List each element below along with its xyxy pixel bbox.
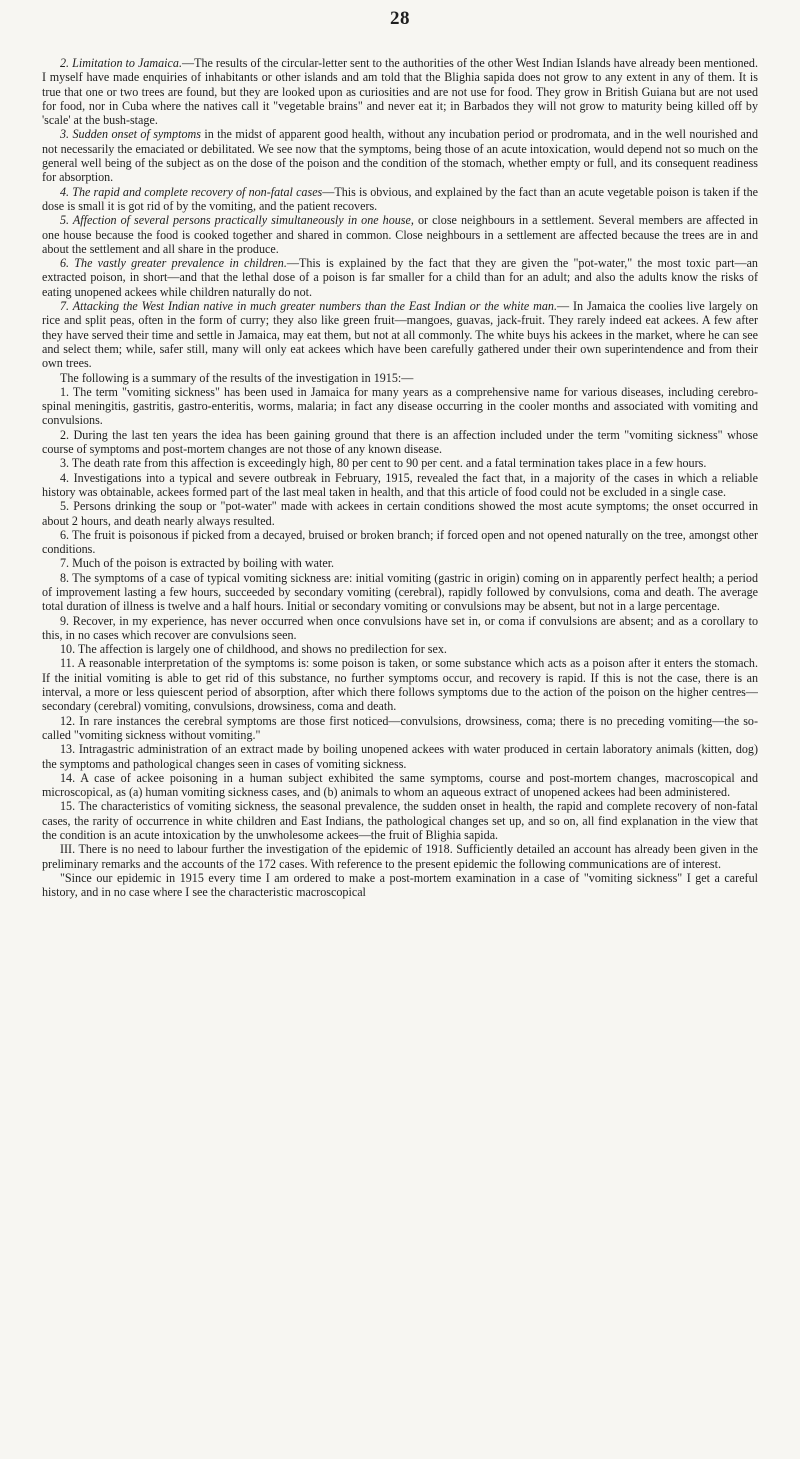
paragraph bbox=[42, 742, 758, 771]
paragraph bbox=[42, 299, 758, 370]
paragraph-text: "Since our epidemic in 1915 every time I am ordered to make a post-mortem examination in a case of "vomiting sickness" I get a careful history, and in no case where I see the characteristic macroscopical bbox=[42, 870, 758, 900]
paragraph-text: 9. Recover, in my experience, has never occurred when once convulsions have set in, or coma if convulsions are absent; and as a corollary to this, in no cases which recover are convulsions seen. bbox=[42, 613, 758, 642]
paragraph bbox=[42, 642, 758, 656]
paragraph-text: 12. In rare instances the cerebral symptoms are those first noticed—convulsions, drowsiness, coma; there is no preceding vomiting—the so-called "vomiting sickness without vomiting." bbox=[42, 713, 758, 742]
paragraph bbox=[42, 185, 758, 214]
paragraph bbox=[42, 371, 758, 385]
paragraph bbox=[42, 471, 758, 500]
paragraph-text: 14. A case of ackee poisoning in a human subject exhibited the same symptoms, course and post-mortem changes, macroscopical and microscopical, as (a) human vomiting sickness cases, and (b) animals to whom an aqueous extract of unopened ackees had been administered. bbox=[42, 770, 758, 800]
paragraph-text: 3. The death rate from this affection is exceedingly high, 80 per cent to 90 per cent. and a fatal termination takes place in a few hours. bbox=[60, 456, 707, 471]
paragraph-heading: 7. Attacking the West Indian native in much greater numbers than the East Indian or the white man. bbox=[60, 299, 558, 314]
paragraph bbox=[42, 871, 758, 900]
paragraph bbox=[42, 656, 758, 713]
paragraph-text: 15. The characteristics of vomiting sickness, the seasonal prevalence, the sudden onset in health, the rapid and complete recovery of non-fatal cases, the rarity of occurrence in white children and East Indians, the pathological changes set up, and so on, all find explanation in the view that the condition is an acute intoxication by the unwholesome ackees—the fruit of Blighia sapida. bbox=[42, 799, 758, 843]
paragraph-text: 11. A reasonable interpretation of the symptoms is: some poison is taken, or some substance which acts as a poison after it enters the stomach. If the initial vomiting is able to get rid of this substance, no further symptoms occur, and recovery is rapid. If this is not the case, there is an interval, a more or less quiescent period of absorption, after which there follows symptoms due to the action of the poison on the higher centres— secondary (cerebral) vomiting, convulsions, drowsiness, coma and death. bbox=[42, 656, 758, 714]
paragraph bbox=[42, 256, 758, 299]
paragraph bbox=[42, 127, 758, 184]
paragraph bbox=[42, 799, 758, 842]
body-text bbox=[42, 56, 758, 900]
paragraph bbox=[42, 528, 758, 557]
paragraph-heading: 4. The rapid and complete recovery of non-fatal cases bbox=[60, 184, 323, 199]
paragraph-text: — In Jamaica the coolies live largely on rice and split peas, often in the form of curry; they also like green fruit—mangoes, guavas, jack-fruit. They rarely indeed eat ackees. A few after they have served their time and settle in Jamaica, may eat them, but not at all commonly. The white buys his ackees in the market, where he can see and select them; while, safer still, many will only eat ackees which have been carefully gathered under their own superintendence and from their own trees. bbox=[42, 299, 758, 371]
paragraph bbox=[42, 714, 758, 743]
paragraph-text: 8. The symptoms of a case of typical vomiting sickness are: initial vomiting (gastric in origin) coming on in apparently perfect health; a period of improvement lasting a few hours, succeeded by secondary vomiting (cerebral), rapidly followed by convulsions, coma and death. The average total duration of illness is twelve and a half hours. Initial or secondary vomiting or convulsions may be absent, but not in a large percentage. bbox=[42, 570, 758, 614]
paragraph-text: 10. The affection is largely one of childhood, and shows no predilection for sex. bbox=[60, 642, 447, 657]
paragraph-text: 1. The term "vomiting sickness" has been used in Jamaica for many years as a comprehensive name for various diseases, including cerebro-spinal meningitis, gastritis, gastro-enteritis, worms, malaria; in fact any disease occurring in the cooler months and associated with vomiting and convulsions. bbox=[42, 384, 758, 428]
paragraph bbox=[42, 456, 758, 470]
paragraph-text: The following is a summary of the results of the investigation in 1915:— bbox=[60, 370, 414, 385]
paragraph-heading: 5. Affection of several persons practically simultaneously in one house, bbox=[60, 213, 414, 228]
paragraph-heading: 6. The vastly greater prevalence in children. bbox=[60, 256, 287, 271]
paragraph-heading: 3. Sudden onset of symptoms bbox=[60, 127, 201, 142]
paragraph-text: —This is explained by the fact that they are given the "pot-water," the most toxic part—an extracted poison, in short—and that the lethal dose of a poison is far smaller for a child than for an adult; and also the adults know the risks of eating unopened ackees while children naturally do not. bbox=[42, 256, 758, 299]
paragraph-text: 7. Much of the poison is extracted by boiling with water. bbox=[60, 556, 335, 571]
page-number: 28 bbox=[390, 8, 410, 29]
paragraph-text: —The results of the circular-letter sent to the authorities of the other West Indian Islands have already been mentioned. I myself have made enquiries of inhabitants or other islands and am told that the Blighia sapida does not grow to any extent in any of them. It is true that one or two trees are found, but they are looked upon as curiosities and are not use for food. They grow in British Guiana but are not used for food, nor in Cuba where the natives call it "vegetable brains" and never eat it; in Barbados they will not grow to maturity being killed off by 'scale' at the bush-stage. bbox=[42, 56, 758, 128]
paragraph bbox=[42, 385, 758, 428]
paragraph-text: 2. During the last ten years the idea has been gaining ground that there is an affection included under the term "vomiting sickness" whose course of symptoms and post-mortem changes are not those of any known disease. bbox=[42, 427, 758, 457]
paragraph bbox=[42, 213, 758, 256]
paragraph-text: III. There is no need to labour further the investigation of the epidemic of 1918. Sufficiently detailed an account has already been given in the preliminary remarks and the accounts of the 172 cases. With reference to the present epidemic the following communications are of interest. bbox=[42, 842, 758, 871]
paragraph-text: 6. The fruit is poisonous if picked from a decayed, bruised or broken branch; if forced open and not opened naturally on the tree, amongst other conditions. bbox=[42, 527, 758, 557]
paragraph-text: or close neighbours in a settlement. Several members are affected in one house because the food is cooked together and shared in common. Close neighbours in a settlement are affected because the trees are in and about the settlement and all share in the produce. bbox=[42, 213, 758, 256]
paragraph bbox=[42, 499, 758, 528]
paragraph bbox=[42, 771, 758, 800]
paragraph bbox=[42, 842, 758, 871]
paragraph-text: 4. Investigations into a typical and severe outbreak in February, 1915, revealed the fact that, in a majority of the cases in which a reliable history was obtainable, ackees formed part of the last meal taken in health, and that this article of food could not be excluded in a single case. bbox=[42, 470, 758, 499]
paragraph-text: —This is obvious, and explained by the fact than an acute vegetable poison is taken if the dose is small it is got rid of by the vomiting, and the patient recovers. bbox=[42, 184, 758, 213]
document-page bbox=[42, 8, 758, 1448]
paragraph-heading: 2. Limitation to Jamaica. bbox=[60, 56, 182, 70]
paragraph bbox=[42, 571, 758, 614]
paragraph bbox=[42, 428, 758, 457]
paragraph-text: 5. Persons drinking the soup or "pot-water" made with ackees in certain conditions showed the most acute symptoms; the onset occurred in about 2 hours, and death nearly always resulted. bbox=[42, 499, 758, 528]
paragraph-text: in the midst of apparent good health, without any incubation period or prodromata, and in the well nourished and not necessarily the emaciated or debilitated. We see now that the symptoms, being those of an acute intoxication, would depend not so much on the general well being of the subject as on the dose of the poison and the condition of the stomach, whether empty or full, and its consequent readiness for absorption. bbox=[42, 127, 758, 185]
paragraph bbox=[42, 614, 758, 643]
paragraph-text: 13. Intragastric administration of an extract made by boiling unopened ackees with water produced in certain laboratory animals (kitten, dog) the symptoms and pathological changes seen in cases of vomiting sickness. bbox=[42, 742, 758, 771]
paragraph bbox=[42, 56, 758, 127]
paragraph bbox=[42, 556, 758, 570]
